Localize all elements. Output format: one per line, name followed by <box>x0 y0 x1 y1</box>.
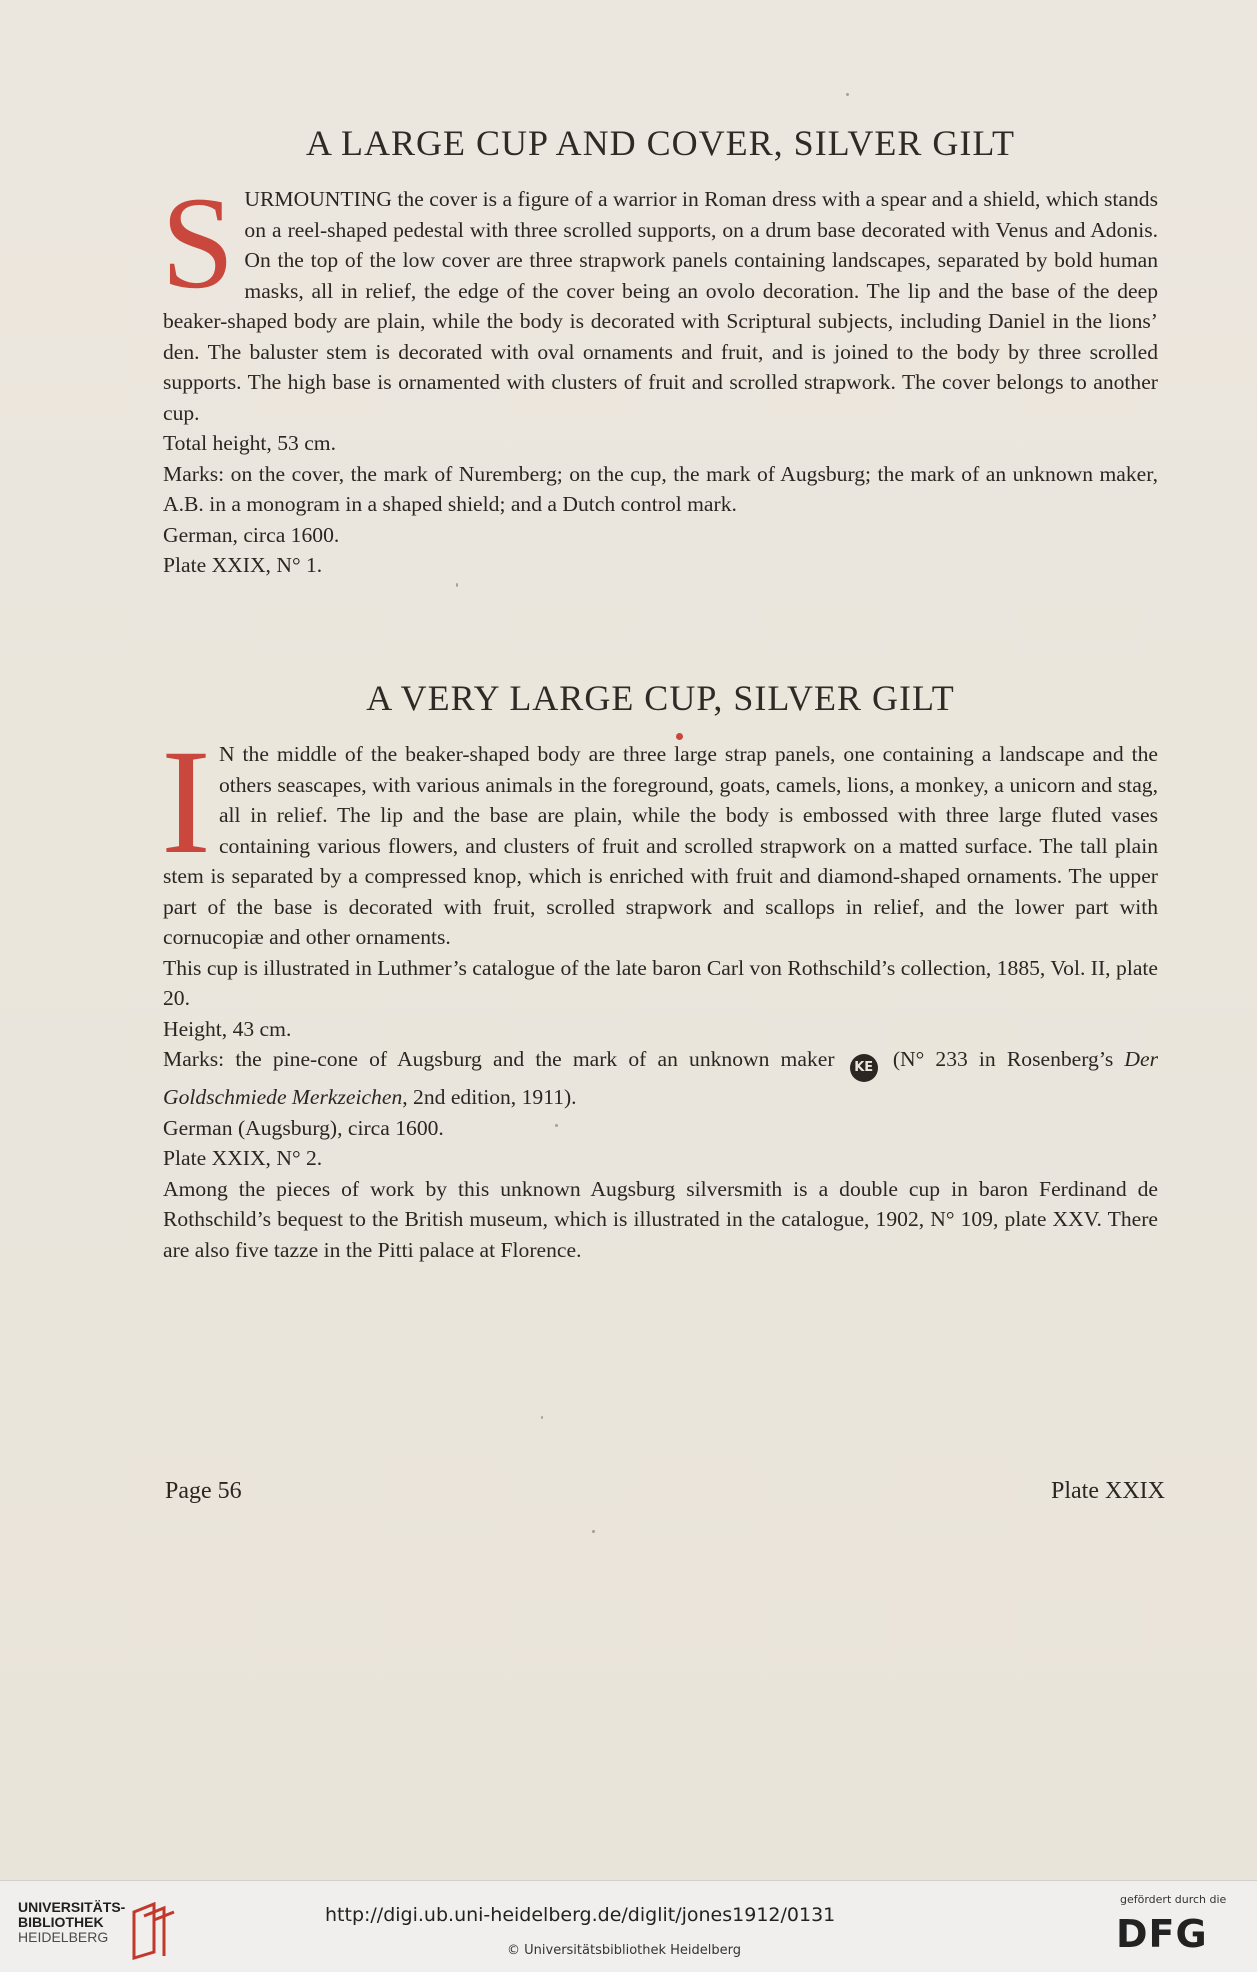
page-number: Page 56 <box>165 1478 242 1504</box>
entry-marks <box>163 1044 1158 1113</box>
entry-large-cup-and-cover <box>163 122 1158 581</box>
paper-speck <box>541 1416 543 1419</box>
marks-text: Marks: the pine-cone of Augsburg and the mark of an unknown maker <box>163 1047 835 1071</box>
copyright-notice: © Universitätsbibliothek Heidelberg <box>507 1943 742 1958</box>
entry-plate: Plate XXIX, N° 2. <box>163 1146 323 1170</box>
funding-label: gefördert durch die <box>1120 1893 1227 1906</box>
permalink-url[interactable]: http://digi.ub.uni-heidelberg.de/diglit/jones1912/0131 <box>325 1904 836 1926</box>
library-logo <box>18 1900 168 1960</box>
entry-marks: Marks: on the cover, the mark of Nuremberg; on the cup, the mark of Augsburg; the mark of an unknown maker, A.B. in a monogram in a shaped shield; and a Dutch control mark. <box>163 461 1158 516</box>
paper-speck <box>592 1530 595 1533</box>
entry-note: Among the pieces of work by this unknown Augsburg silversmith is a double cup in baron Ferdinand de Rothschild’s bequest to the British museum, which is illustrated in the catalogue, 1902, N° 109, plate XXV. There are also five tazze in the Pitti palace at Florence. <box>163 1176 1158 1262</box>
entry-title: A VERY LARGE CUP, SILVER GILT <box>366 678 955 718</box>
entry-height: Height, 43 cm. <box>163 1016 292 1041</box>
paper-speck <box>456 583 458 587</box>
library-name-line3: HEIDELBERG <box>18 1929 109 1945</box>
ornament-dot <box>676 733 683 740</box>
entry-title: A LARGE CUP AND COVER, SILVER GILT <box>305 123 1016 163</box>
drop-cap: I <box>161 719 211 885</box>
dfg-logo: DFG <box>1116 1912 1208 1956</box>
entry-illustrated: This cup is illustrated in Luthmer’s catalogue of the late baron Carl von Rothschild’s collection, 1885, Vol. II, plate 20. <box>163 955 1158 1010</box>
library-name-line1: UNIVERSITÄTS- <box>18 1899 126 1915</box>
entry-very-large-cup <box>163 677 1158 1265</box>
book-title: Der Goldschmiede Merkzeichen <box>163 1047 1158 1109</box>
paper-speck <box>846 93 849 96</box>
maker-mark-icon: KE <box>850 1054 878 1082</box>
description-text: URMOUNTING the cover is a figure of a warrior in Roman dress with a spear and a shield, which stands on a reel-shaped pedestal with three scrolled supports, on a drum base decorated with Venus and Adonis. On the top of the low cover are three strapwork panels containing landscapes, separated by bold human masks, all in relief, the edge of the cover being an ovolo decoration. The lip and the base of the deep beaker-shaped body are plain, while the body is decorated with Scriptural subjects, including Daniel in the lions’ den. The baluster stem is decorated with oval ornaments and fruit, and is joined to the body by three scrolled supports. The high base is ornamented with clusters of fruit and scrolled strapwork. The cover belongs to another cup. <box>163 187 1158 425</box>
drop-cap: S <box>161 169 235 316</box>
entry-description <box>161 719 1158 953</box>
marks-text: (N° 233 in Rosenberg’s <box>892 1047 1114 1071</box>
marks-text: , 2nd edition, 1911). <box>402 1085 577 1109</box>
entry-height: Total height, 53 cm. <box>163 431 337 455</box>
library-emblem-icon <box>130 1902 178 1960</box>
digitization-footer-bar <box>0 1880 1257 1972</box>
plate-reference: Plate XXIX <box>1051 1478 1165 1504</box>
library-name-line2: BIBLIOTHEK <box>18 1914 104 1930</box>
entry-description <box>161 169 1158 428</box>
entry-origin: German, circa 1600. <box>163 522 340 547</box>
paper-speck <box>555 1124 558 1127</box>
entry-origin: German (Augsburg), circa 1600. <box>163 1115 444 1140</box>
description-text: N the middle of the beaker-shaped body are three large strap panels, one containing a landscape and the others seascapes, with various animals in the foreground, goats, camels, lions, a monkey, a unicorn and stag, all in relief. The lip and the base are plain, while the body is embossed with three large fluted vases containing various flowers, and clusters of fruit and scrolled strapwork on a matted surface. The tall plain stem is separated by a compressed knop, which is enriched with fruit and diamond-shaped ornaments. The upper part of the base is decorated with fruit, scrolled strapwork and scallops in relief, and the lower part with cornucopiæ and other ornaments. <box>163 742 1158 949</box>
entry-plate: Plate XXIX, N° 1. <box>163 553 323 577</box>
